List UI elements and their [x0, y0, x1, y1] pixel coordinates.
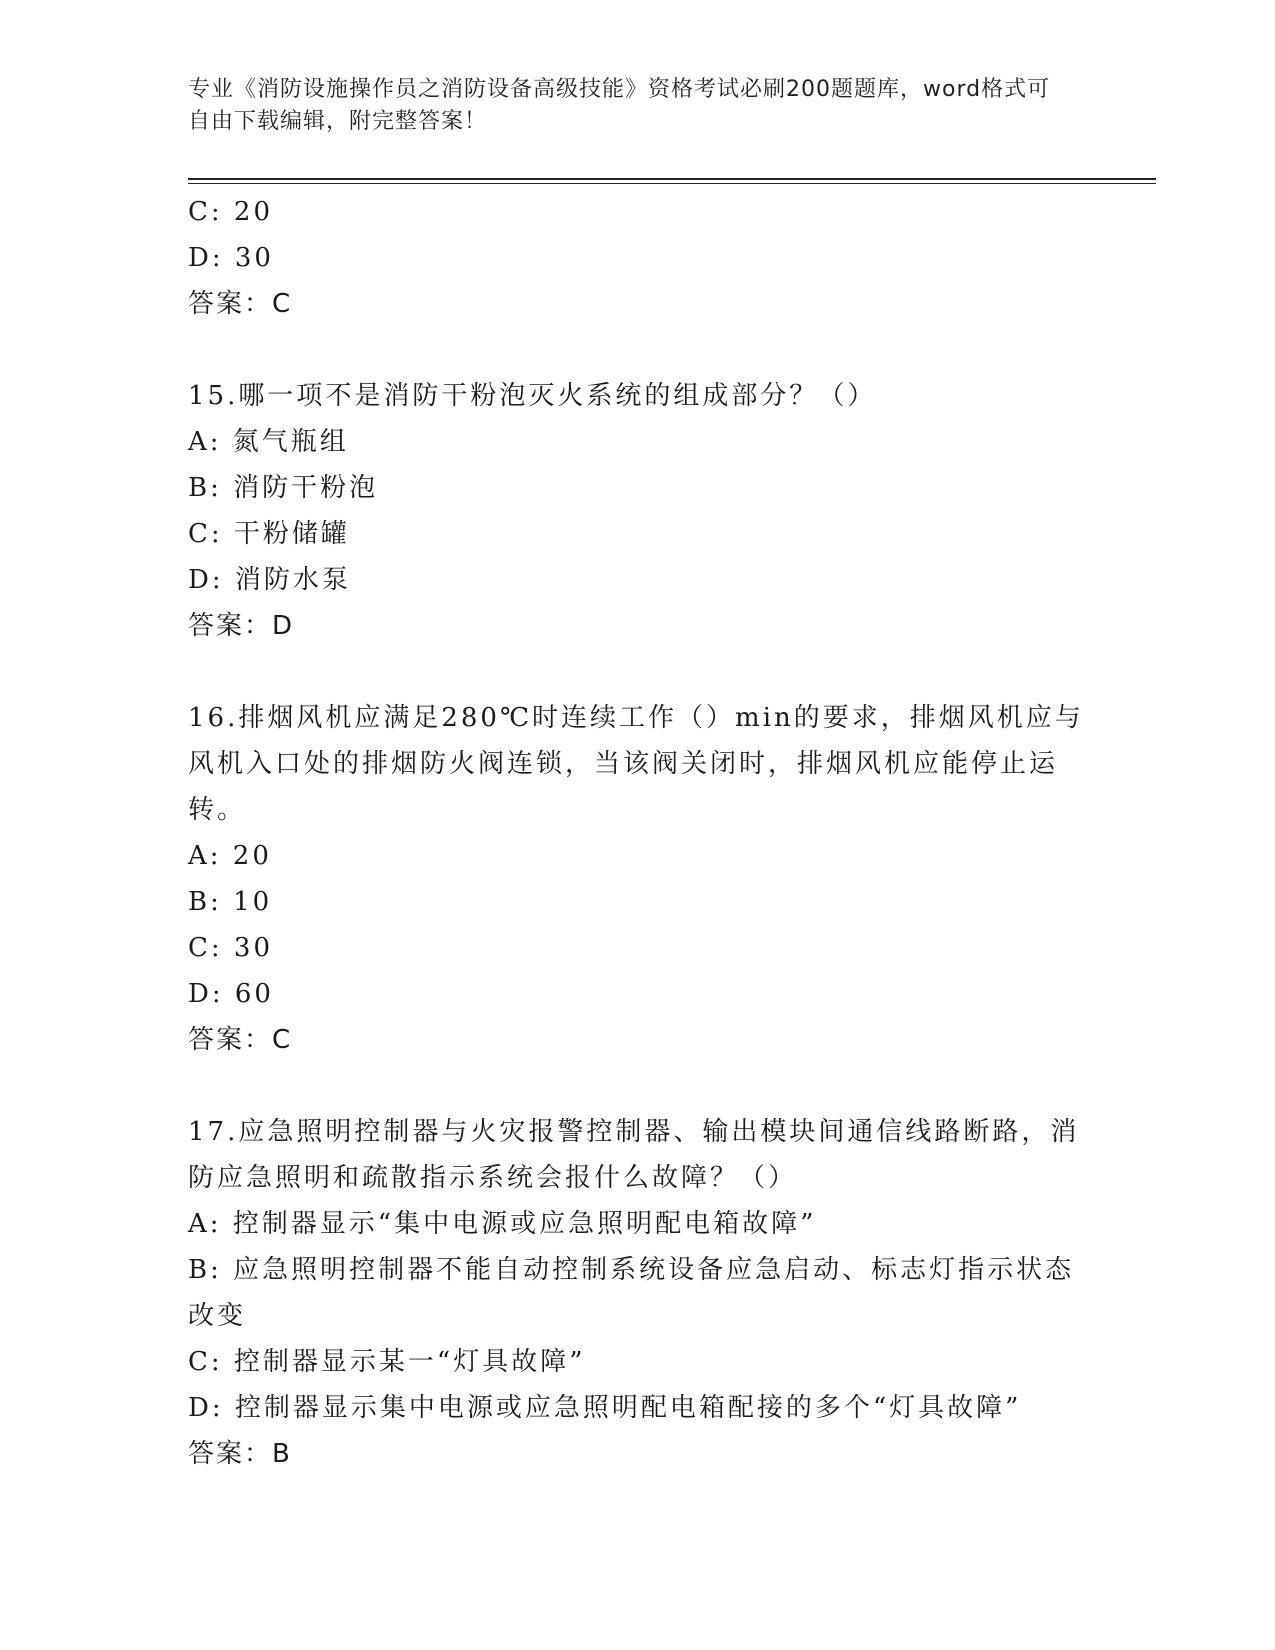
prev-question-continuation: [188, 189, 1088, 327]
answer-line: 答案：C: [188, 1025, 293, 1055]
spacer: [188, 649, 1088, 695]
question-15: [188, 373, 1088, 649]
option-a: A: 控制器显示“集中电源或应急照明配电箱故障”: [188, 1209, 817, 1239]
question-stem: 15.哪一项不是消防干粉泡灭火系统的组成部分？（）: [188, 381, 877, 411]
answer-line: 答案：D: [188, 611, 295, 641]
page-header: 专业《消防设施操作员之消防设备高级技能》资格考试必刷200题题库，word格式可自由下载编辑，附完整答案！: [188, 77, 1051, 134]
option-b: B: 10: [188, 887, 273, 917]
header-divider-thin: [188, 183, 1156, 184]
question-stem: 17.应急照明控制器与火灾报警控制器、输出模块间通信线路断路，消防应急照明和疏散指示系统会报什么故障？（）: [188, 1117, 1080, 1193]
option-d: D: 消防水泵: [188, 565, 351, 595]
option-c: C: 控制器显示某一“灯具故障”: [188, 1347, 586, 1377]
header-divider: [188, 178, 1156, 180]
option-b: B: 应急照明控制器不能自动控制系统设备应急启动、标志灯指示状态改变: [188, 1255, 1075, 1331]
option-b: B: 消防干粉泡: [188, 473, 379, 503]
option-d: D: 60: [188, 979, 274, 1009]
option-d: D: 30: [188, 243, 274, 273]
answer-line: 答案：C: [188, 289, 293, 319]
spacer: [188, 1063, 1088, 1109]
question-17: [188, 1109, 1088, 1477]
question-16: [188, 695, 1088, 1063]
option-a: A: 氮气瓶组: [188, 427, 349, 457]
option-c: C: 30: [188, 933, 274, 963]
question-stem: 16.排烟风机应满足280℃时连续工作（）min的要求，排烟风机应与风机入口处的排烟防火阀连锁，当该阀关闭时，排烟风机应能停止运转。: [188, 703, 1084, 825]
option-c: C: 20: [188, 197, 274, 227]
question-list: [188, 189, 1088, 1477]
option-d: D: 控制器显示集中电源或应急照明配电箱配接的多个“灯具故障”: [188, 1393, 1022, 1423]
option-a: A: 20: [188, 841, 272, 871]
answer-line: 答案：B: [188, 1439, 292, 1469]
option-c: C: 干粉储罐: [188, 519, 350, 549]
spacer: [188, 327, 1088, 373]
